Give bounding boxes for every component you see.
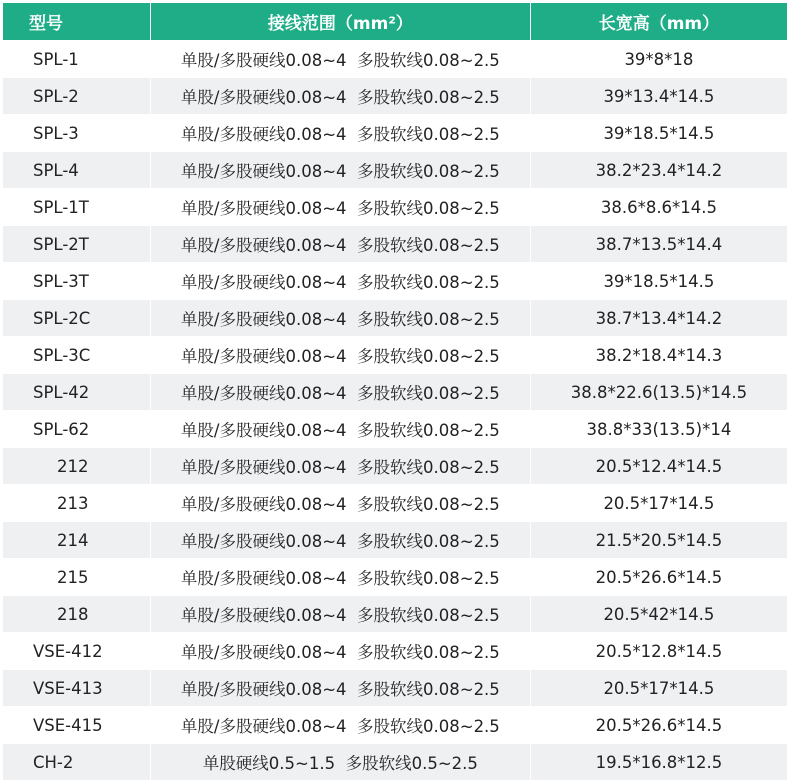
table-row [3, 448, 788, 485]
cell-wiring-range: 单股/多股硬线0.08~4 多股软线0.08~2.5 [150, 226, 530, 263]
table-row [3, 226, 788, 263]
cell-wiring-range: 单股/多股硬线0.08~4 多股软线0.08~2.5 [150, 374, 530, 411]
cell-model: 213 [3, 485, 151, 522]
cell-wiring-range: 单股/多股硬线0.08~4 多股软线0.08~2.5 [150, 78, 530, 115]
cell-model: VSE-412 [3, 633, 151, 670]
table-row [3, 596, 788, 633]
cell-model: 214 [3, 522, 151, 559]
cell-wiring-range: 单股/多股硬线0.08~4 多股软线0.08~2.5 [150, 633, 530, 670]
header-dimensions: 长宽高（mm） [530, 3, 787, 41]
cell-dimensions: 39*18.5*14.5 [530, 263, 787, 300]
cell-dimensions: 39*18.5*14.5 [530, 115, 787, 152]
table-row [3, 633, 788, 670]
table-row [3, 374, 788, 411]
cell-dimensions: 38.6*8.6*14.5 [530, 189, 787, 226]
table-body [3, 41, 788, 781]
table-header [3, 3, 788, 41]
cell-dimensions: 20.5*26.6*14.5 [530, 707, 787, 744]
cell-dimensions: 21.5*20.5*14.5 [530, 522, 787, 559]
cell-wiring-range: 单股/多股硬线0.08~4 多股软线0.08~2.5 [150, 559, 530, 596]
cell-model: 218 [3, 596, 151, 633]
cell-dimensions: 19.5*16.8*12.5 [530, 744, 787, 781]
cell-dimensions: 20.5*26.6*14.5 [530, 559, 787, 596]
table-row [3, 707, 788, 744]
cell-wiring-range: 单股/多股硬线0.08~4 多股软线0.08~2.5 [150, 152, 530, 189]
cell-wiring-range: 单股硬线0.5~1.5 多股软线0.5~2.5 [150, 744, 530, 781]
cell-model: 215 [3, 559, 151, 596]
cell-dimensions: 38.2*18.4*14.3 [530, 337, 787, 374]
cell-wiring-range: 单股/多股硬线0.08~4 多股软线0.08~2.5 [150, 707, 530, 744]
cell-wiring-range: 单股/多股硬线0.08~4 多股软线0.08~2.5 [150, 596, 530, 633]
spec-table [2, 2, 788, 781]
cell-model: SPL-1T [3, 189, 151, 226]
cell-dimensions: 38.8*33(13.5)*14 [530, 411, 787, 448]
cell-wiring-range: 单股/多股硬线0.08~4 多股软线0.08~2.5 [150, 115, 530, 152]
cell-model: SPL-4 [3, 152, 151, 189]
cell-wiring-range: 单股/多股硬线0.08~4 多股软线0.08~2.5 [150, 337, 530, 374]
cell-model: CH-2 [3, 744, 151, 781]
table-row [3, 337, 788, 374]
table-row [3, 263, 788, 300]
cell-model: SPL-2T [3, 226, 151, 263]
cell-dimensions: 38.7*13.5*14.4 [530, 226, 787, 263]
header-wiring-range: 接线范围（mm²） [150, 3, 530, 41]
table-row [3, 522, 788, 559]
cell-dimensions: 20.5*17*14.5 [530, 670, 787, 707]
cell-wiring-range: 单股/多股硬线0.08~4 多股软线0.08~2.5 [150, 522, 530, 559]
cell-model: 212 [3, 448, 151, 485]
cell-dimensions: 39*13.4*14.5 [530, 78, 787, 115]
cell-model: SPL-2 [3, 78, 151, 115]
table-row [3, 559, 788, 596]
cell-dimensions: 20.5*17*14.5 [530, 485, 787, 522]
cell-wiring-range: 单股/多股硬线0.08~4 多股软线0.08~2.5 [150, 189, 530, 226]
cell-dimensions: 38.7*13.4*14.2 [530, 300, 787, 337]
cell-wiring-range: 单股/多股硬线0.08~4 多股软线0.08~2.5 [150, 485, 530, 522]
table-row [3, 485, 788, 522]
cell-model: VSE-415 [3, 707, 151, 744]
cell-dimensions: 39*8*18 [530, 41, 787, 78]
cell-model: SPL-62 [3, 411, 151, 448]
cell-dimensions: 38.8*22.6(13.5)*14.5 [530, 374, 787, 411]
table-row [3, 115, 788, 152]
cell-model: SPL-3 [3, 115, 151, 152]
cell-model: SPL-1 [3, 41, 151, 78]
cell-model: SPL-42 [3, 374, 151, 411]
cell-model: SPL-3T [3, 263, 151, 300]
table-row [3, 152, 788, 189]
cell-model: SPL-3C [3, 337, 151, 374]
table-row [3, 189, 788, 226]
cell-dimensions: 38.2*23.4*14.2 [530, 152, 787, 189]
table-row [3, 41, 788, 78]
table-row [3, 744, 788, 781]
cell-model: SPL-2C [3, 300, 151, 337]
cell-wiring-range: 单股/多股硬线0.08~4 多股软线0.08~2.5 [150, 263, 530, 300]
table-row [3, 78, 788, 115]
cell-wiring-range: 单股/多股硬线0.08~4 多股软线0.08~2.5 [150, 448, 530, 485]
table-row [3, 411, 788, 448]
cell-dimensions: 20.5*12.8*14.5 [530, 633, 787, 670]
header-model: 型号 [3, 3, 151, 41]
cell-wiring-range: 单股/多股硬线0.08~4 多股软线0.08~2.5 [150, 300, 530, 337]
table-row [3, 670, 788, 707]
cell-dimensions: 20.5*42*14.5 [530, 596, 787, 633]
table-row [3, 300, 788, 337]
header-row [3, 3, 788, 41]
cell-dimensions: 20.5*12.4*14.5 [530, 448, 787, 485]
cell-wiring-range: 单股/多股硬线0.08~4 多股软线0.08~2.5 [150, 670, 530, 707]
cell-wiring-range: 单股/多股硬线0.08~4 多股软线0.08~2.5 [150, 411, 530, 448]
cell-model: VSE-413 [3, 670, 151, 707]
cell-wiring-range: 单股/多股硬线0.08~4 多股软线0.08~2.5 [150, 41, 530, 78]
